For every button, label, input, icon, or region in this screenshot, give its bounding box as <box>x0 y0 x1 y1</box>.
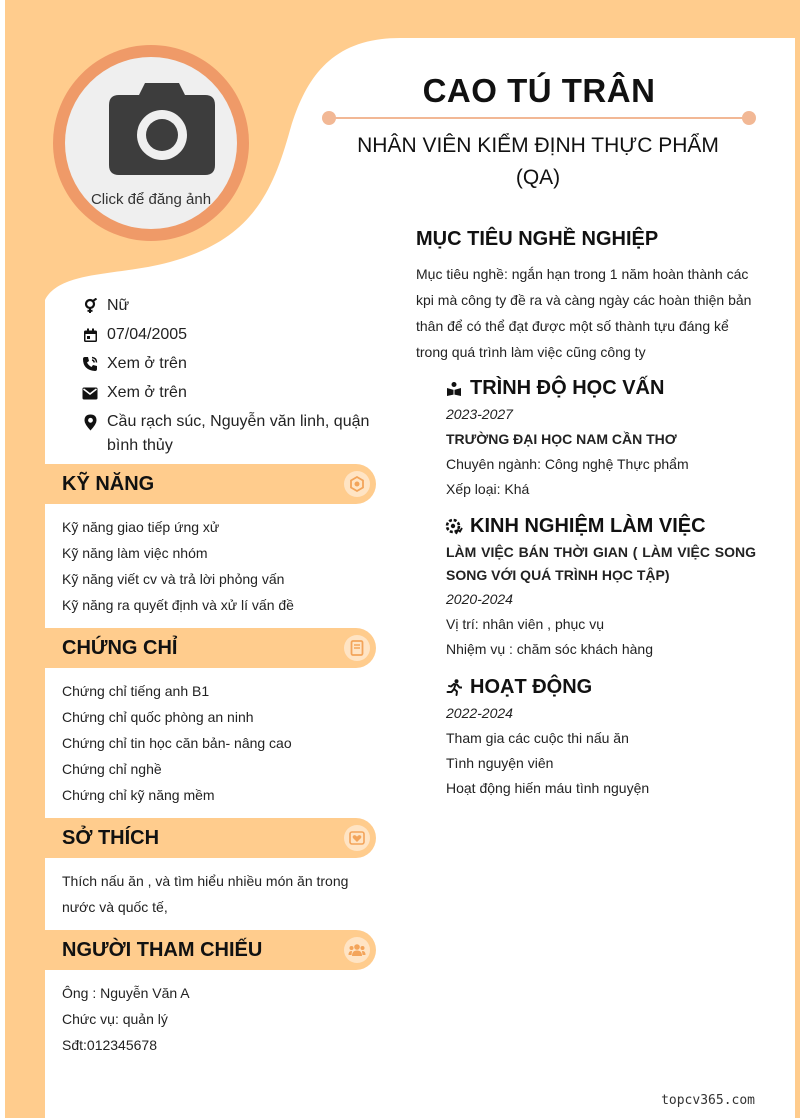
references-list <box>62 980 372 1058</box>
envelope-icon <box>80 381 100 405</box>
list-item: Chứng chỉ nghề <box>62 761 162 777</box>
skills-title: KỸ NĂNG <box>62 473 155 495</box>
gear-person-icon <box>444 517 464 537</box>
divider-dot-right <box>742 111 756 125</box>
contact-gender <box>80 294 377 318</box>
certificates-list <box>62 678 372 808</box>
references-title: NGƯỜI THAM CHIẾU <box>62 939 263 961</box>
contact-email <box>80 381 377 405</box>
contact-phone <box>80 352 377 376</box>
gender-icon <box>80 294 100 318</box>
certificates-title: CHỨNG CHỈ <box>62 637 178 659</box>
references-header <box>45 930 376 970</box>
avatar-placeholder[interactable] <box>65 57 237 229</box>
list-item: Chứng chỉ kỹ năng mềm <box>62 787 215 803</box>
activities-title <box>444 676 592 699</box>
certificate-icon <box>344 635 370 661</box>
hobbies-title: SỞ THÍCH <box>62 827 160 849</box>
phone-value: Xem ở trên <box>107 355 187 372</box>
activities-period: 2022-2024 <box>446 705 513 721</box>
activities-entry <box>446 701 756 801</box>
list-item: Sđt:012345678 <box>62 1037 157 1053</box>
education-grade: Xếp loại: Khá <box>446 481 530 497</box>
education-entry <box>446 402 756 502</box>
list-item: Chứng chỉ tiếng anh B1 <box>62 683 210 699</box>
divider-dot-left <box>322 111 336 125</box>
experience-position: Vị trí: nhân viên , phục vụ <box>446 616 604 632</box>
objective-title <box>416 228 658 251</box>
phone-icon <box>80 352 100 376</box>
hobbies-header <box>45 818 376 858</box>
graduation-icon <box>444 379 464 399</box>
avatar-caption: Click để đăng ảnh <box>90 191 212 208</box>
camera-icon <box>109 83 215 175</box>
experience-title <box>444 515 706 538</box>
list-item: Tình nguyện viên <box>446 755 554 771</box>
birthday-value: 07/04/2005 <box>107 326 188 343</box>
experience-title-text: KINH NGHIỆM LÀM VIỆC <box>470 515 706 537</box>
list-item: Kỹ năng làm việc nhóm <box>62 545 208 561</box>
skills-badge-icon <box>344 471 370 497</box>
calendar-icon <box>80 323 100 347</box>
objective-title-text: MỤC TIÊU NGHỀ NGHIỆP <box>416 228 659 250</box>
experience-entry <box>446 541 756 662</box>
contact-birthday <box>80 323 377 347</box>
list-item: Chức vụ: quản lý <box>62 1011 168 1027</box>
experience-duty: Nhiệm vụ : chăm sóc khách hàng <box>446 641 653 657</box>
email-value: Xem ở trên <box>107 384 187 401</box>
job-title: NHÂN VIÊN KIỂM ĐỊNH THỰC PHẨM (QA) <box>357 134 719 189</box>
skills-list <box>62 514 372 618</box>
running-icon <box>444 678 464 698</box>
education-school: TRƯỜNG ĐẠI HỌC NAM CẦN THƠ <box>446 431 677 447</box>
address-value: Cầu rạch súc, Nguyễn văn linh, quận bình thủy <box>107 413 370 454</box>
name-divider <box>329 117 749 119</box>
footer-watermark: topcv365.com <box>661 1093 755 1108</box>
candidate-name: CAO TÚ TRÂN <box>422 72 656 109</box>
objective-text: Mục tiêu nghề: ngắn hạn trong 1 năm hoàn thành các kpi mà công ty đề ra và càng ngày các hoàn thiện bản thân để có thể đạt được một số thành tựu đáng kể trong quá trình làm việc cũng công ty <box>416 266 752 360</box>
skills-header <box>45 464 376 504</box>
list-item: Hoạt động hiến máu tình nguyện <box>446 780 650 796</box>
location-pin-icon <box>80 410 100 434</box>
activities-title-text: HOẠT ĐỘNG <box>470 676 593 698</box>
list-item: Tham gia các cuộc thi nấu ăn <box>446 730 629 746</box>
list-item: Kỹ năng viết cv và trả lời phỏng vấn <box>62 571 285 587</box>
avatar-upload[interactable] <box>53 45 249 241</box>
education-title-text: TRÌNH ĐỘ HỌC VẤN <box>470 377 665 399</box>
heart-icon <box>344 825 370 851</box>
education-major: Chuyên ngành: Công nghệ Thực phẩm <box>446 456 689 472</box>
list-item: Kỹ năng ra quyết định và xử lí vấn đề <box>62 597 294 613</box>
experience-role: LÀM VIỆC BÁN THỜI GIAN ( LÀM VIỆC SONG SONG VỚI QUÁ TRÌNH HỌC TẬP) <box>446 544 756 583</box>
contact-address <box>80 410 377 458</box>
gender-value: Nữ <box>107 297 130 314</box>
hobbies-list <box>62 868 362 920</box>
list-item: Kỹ năng giao tiếp ứng xử <box>62 519 220 535</box>
education-period: 2023-2027 <box>446 406 513 422</box>
education-title <box>444 377 664 400</box>
list-item: Chứng chỉ tin học căn bản- nâng cao <box>62 735 292 751</box>
certificates-header <box>45 628 376 668</box>
people-icon <box>344 937 370 963</box>
hobbies-text: Thích nấu ăn , và tìm hiểu nhiều món ăn trong nước và quốc tế, <box>62 873 349 915</box>
list-item: Chứng chỉ quốc phòng an ninh <box>62 709 254 725</box>
experience-period: 2020-2024 <box>446 591 513 607</box>
list-item: Ông : Nguyễn Văn A <box>62 985 190 1001</box>
